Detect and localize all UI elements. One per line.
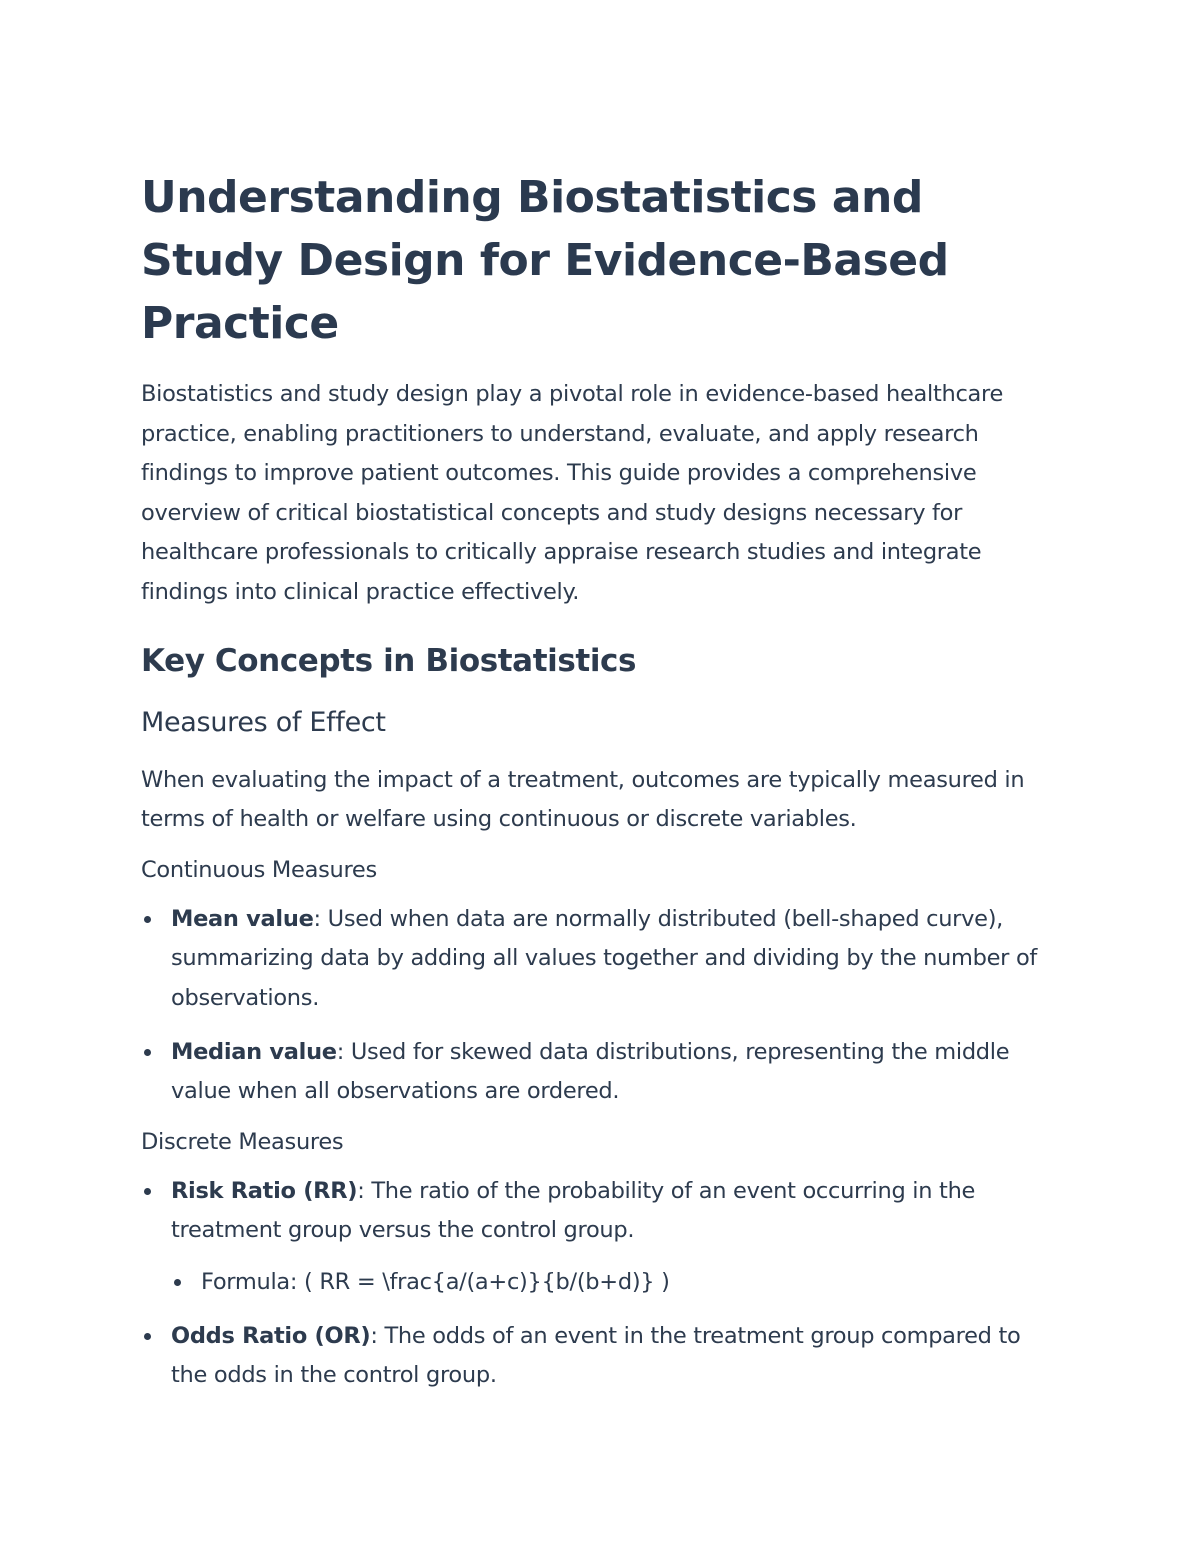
formula-text: Formula: ( RR = \frac{a/(a+c)}{b/(b+d)} ) [201,1268,670,1295]
list-item-term: Mean value [171,905,314,932]
list-item-term: Odds Ratio (OR) [171,1322,371,1349]
intro-paragraph: Biostatistics and study design play a pivotal role in evidence-based healthcare practice, enabling practitioners to understand, evaluate, and apply research findings to improve patient outcomes. This guide provides a comprehensive overview of critical biostatistical concepts and study designs necessary for healthcare professionals to critically appraise research studies and integrate findings into clinical practice effectively. [141,381,1003,605]
bullet-icon [144,1188,151,1195]
list-item-text: : The ratio of the probability of an event occurring in the treatment group versus the control group. [171,1177,976,1244]
list-item-text: : The odds of an event in the treatment group compared to the odds in the control group. [171,1322,1021,1389]
continuous-measures-heading: Continuous Measures [141,856,377,883]
document-page [141,166,1056,1396]
discrete-measures-heading: Discrete Measures [141,1128,344,1155]
list-item [141,1033,1056,1112]
continuous-measures-list [141,900,1056,1112]
bullet-icon [174,1279,181,1286]
list-item [141,1172,1056,1303]
list-item-text: : Used when data are normally distributed (bell-shaped curve), summarizing data by adding all values together and dividing by the number of observations. [171,905,1038,1011]
subsection-paragraph: When evaluating the impact of a treatment, outcomes are typically measured in terms of health or welfare using continuous or discrete variables. [141,766,1025,833]
sub-list [171,1263,1056,1303]
bullet-icon [144,1333,151,1340]
document-title: Understanding Biostatistics and Study Design for Evidence-Based Practice [141,172,949,349]
list-item-text: : Used for skewed data distributions, representing the middle value when all observations are ordered. [171,1038,1010,1105]
list-item [141,1317,1056,1396]
list-item-term: Risk Ratio (RR) [171,1177,358,1204]
list-item-term: Median value [171,1038,337,1065]
sub-list-item [171,1263,1056,1303]
bullet-icon [144,916,151,923]
discrete-measures-list [141,1172,1056,1396]
subsection-heading: Measures of Effect [141,706,386,738]
bullet-icon [144,1049,151,1056]
list-item [141,900,1056,1019]
section-heading: Key Concepts in Biostatistics [141,642,637,679]
